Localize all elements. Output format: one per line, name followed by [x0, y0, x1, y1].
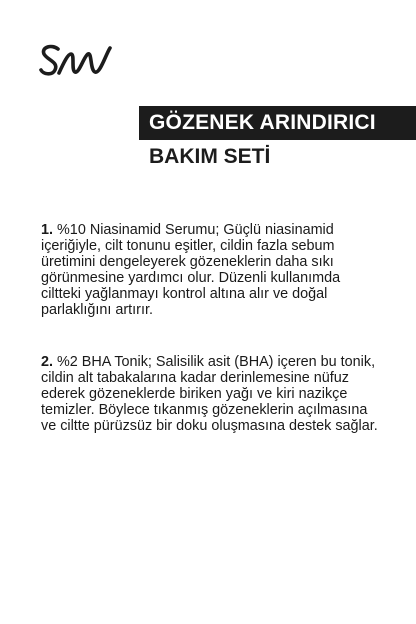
page-title-line2: BAKIM SETİ	[149, 145, 271, 168]
item-text-1: %10 Niasinamid Serumu; Güçlü niasinamid içeriğiyle, cilt tonunu eşitler, cildin fazla sebum üretimini dengeleyerek gözeneklerin daha sıkı görünmesine yardımcı olur. Düzenli kullanımda ciltteki yağlanmayı kontrol altına alır ve doğal parlaklığını artırır.	[41, 222, 341, 318]
item-number-2: 2.	[41, 354, 54, 370]
page-title-line1: GÖZENEK ARINDIRICI	[139, 106, 416, 140]
title-block	[139, 106, 416, 172]
product-paragraph-1	[41, 222, 381, 318]
item-number-1: 1.	[41, 222, 54, 238]
brand-logo-icon	[38, 40, 112, 80]
product-paragraph-2	[41, 354, 381, 434]
item-text-2: %2 BHA Tonik; Salisilik asit (BHA) içeren bu tonik, cildin alt tabakalarına kadar derinlemesine nüfuz ederek gözeneklerde biriken yağı ve kiri nazikçe temizler. Böylece tıkanmış gözeneklerin açılmasına ve ciltte pürüzsüz bir doku oluşmasına destek sağlar.	[41, 354, 378, 434]
